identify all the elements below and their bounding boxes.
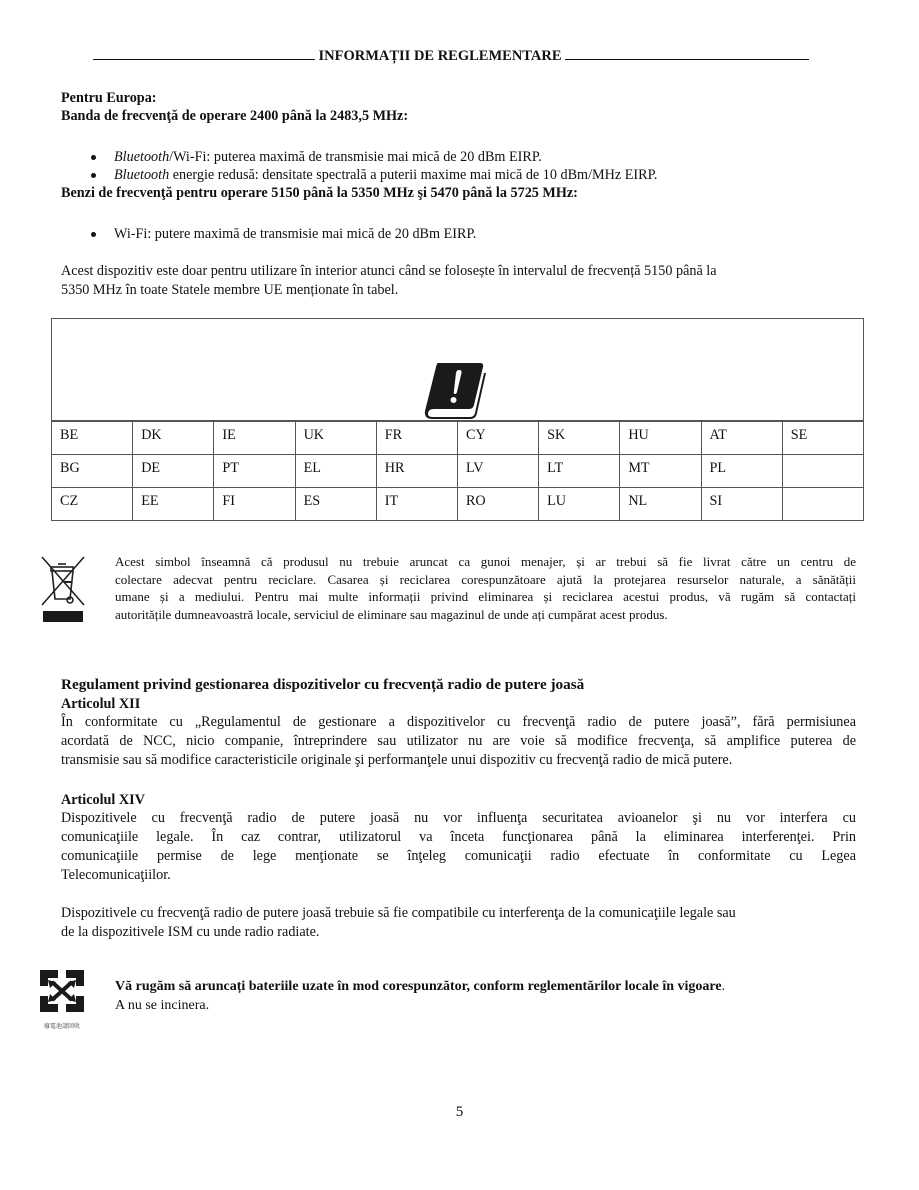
battery-line2: A nu se incinera. <box>115 998 210 1013</box>
article14-body <box>61 809 856 884</box>
country-cell: RO <box>457 488 538 521</box>
country-cell: HR <box>376 455 457 488</box>
header-rule-right <box>565 47 809 60</box>
battery-notice <box>115 978 725 996</box>
band2-heading: Benzi de frecvenţă pentru operare 5150 până la 5350 MHz şi 5470 până la 5725 MHz: <box>61 185 578 201</box>
weee-line: colectare adecvat pentru reciclare. Casarea și reciclarea corespunzătoare ajută la protejarea resurselor naturale, a sănătății <box>115 571 856 587</box>
crossed-out-bin-icon <box>40 555 86 625</box>
bluetooth-term: Bluetooth <box>114 167 170 183</box>
country-cell: SK <box>539 421 620 455</box>
country-cell: SI <box>701 488 782 521</box>
country-cell: CZ <box>52 488 133 521</box>
country-cell: IE <box>214 421 295 455</box>
compat-line: de la dispozitivele ISM cu unde radio radiate. <box>61 924 320 940</box>
compat-line: Dispozitivele cu frecvenţă radio de putere joasă trebuie să fie compatibile cu interferenţa de la comunicaţiile legale sau <box>61 905 736 921</box>
battery-icon-caption: 廢電池請回收 <box>43 1023 80 1030</box>
band1-list <box>61 148 657 184</box>
indoor-note-line1: Acest dispozitiv este doar pentru utilizare în interior atunci când se folosește în intervalul de frecvență 5150 până la <box>61 263 717 279</box>
band1-heading: Banda de frecvenţă de operare 2400 până la 2483,5 MHz: <box>61 108 409 124</box>
battery-bold-line: Vă rugăm să aruncați bateriile uzate în mod corespunzător, conform reglementărilor locale în vigoare <box>115 979 722 994</box>
country-cell <box>782 488 863 521</box>
list-item <box>61 166 657 184</box>
article12-line: În conformitate cu „Regulamentul de gestionare a dispozitivelor cu frecvenţă radio de putere joasă”, fără permisiunea <box>61 714 856 730</box>
country-cell: ES <box>295 488 376 521</box>
weee-line: umane și a mediului. Pentru mai multe informații privind eliminarea și reciclarea acestui produs, vă rugăm să contactați <box>115 589 856 604</box>
country-cell: HU <box>620 421 701 455</box>
country-cell: LV <box>457 455 538 488</box>
country-cell: IT <box>376 488 457 521</box>
header-rule-left <box>93 47 315 60</box>
band2-list <box>61 225 476 243</box>
country-cell: NL <box>620 488 701 521</box>
country-cell: AT <box>701 421 782 455</box>
page-header <box>61 47 841 65</box>
table-row <box>52 455 864 488</box>
list-item-text: Wi-Fi: putere maximă de transmisie mai mică de 20 dBm EIRP. <box>114 226 477 242</box>
country-cell: SE <box>782 421 863 455</box>
country-cell: EL <box>295 455 376 488</box>
country-cell: DK <box>133 421 214 455</box>
page-title: INFORMAȚII DE REGLEMENTARE <box>318 48 562 64</box>
battery-recycling-mark <box>36 966 88 1030</box>
weee-notice <box>115 553 856 623</box>
restriction-warning-book-icon <box>424 361 490 419</box>
article12-line: acordată de NCC, nicio companie, întreprindere sau utilizator nu are voie să modifice frecvenţa, să amplifice puterea de <box>61 733 856 749</box>
indoor-note-line2: 5350 MHz în toate Statele membre UE menționate în tabel. <box>61 282 399 298</box>
article14-line: Telecomunicaţiilor. <box>61 867 171 883</box>
list-item <box>61 148 657 166</box>
battery-bold-line-end: . <box>721 979 726 994</box>
list-item-text: energie redusă: densitate spectrală a puterii maxime mai mică de 10 dBm/MHz EIRP. <box>169 167 658 183</box>
country-restriction-table <box>51 318 864 521</box>
bluetooth-term: Bluetooth <box>114 149 170 165</box>
country-cell: DE <box>133 455 214 488</box>
country-cell: CY <box>457 421 538 455</box>
table-row <box>52 421 864 455</box>
country-cell: UK <box>295 421 376 455</box>
ncc-heading: Regulament privind gestionarea dispozitivelor cu frecvență radio de putere joasă <box>61 676 585 693</box>
country-cell: BG <box>52 455 133 488</box>
country-cell: LT <box>539 455 620 488</box>
table-icon-cell <box>52 319 864 422</box>
country-cell: FI <box>214 488 295 521</box>
article14-line: Dispozitivele cu frecvenţă radio de putere joasă nu vor influenţa securitatea avioanelor şi nu vor interfera cu <box>61 810 856 826</box>
country-cell: LU <box>539 488 620 521</box>
country-cell: FR <box>376 421 457 455</box>
country-cell <box>782 455 863 488</box>
compatibility-note <box>61 904 856 941</box>
country-cell: EE <box>133 488 214 521</box>
article12-title: Articolul XII <box>61 696 141 712</box>
country-cell: MT <box>620 455 701 488</box>
country-cell: PL <box>701 455 782 488</box>
article14-title: Articolul XIV <box>61 792 145 808</box>
article12-line: transmisie sau să modifice caracteristicile originale şi performanţele unui dispozitiv cu frecvenţă radio de mică putere. <box>61 752 733 768</box>
table-row <box>52 488 864 521</box>
list-item-text: /Wi-Fi: puterea maximă de transmisie mai mică de 20 dBm EIRP. <box>169 149 542 165</box>
article14-line: comunicaţiile permise de lege menţionate se înţeleg comunicaţii radio efectuate în conformitate cu Legea <box>61 848 856 864</box>
country-cell: PT <box>214 455 295 488</box>
taiwan-battery-recycling-icon <box>36 966 88 1016</box>
list-item <box>61 225 476 243</box>
weee-line: autoritățile dumneavoastră locale, serviciul de eliminare sau magazinul de unde ați cumpărat acest produs. <box>115 606 668 622</box>
article14-line: comunicaţiile legale. În caz contrar, utilizatorul va înceta funcţionarea până la eliminarea interferenţei. Prin <box>61 829 856 845</box>
page-number: 5 <box>455 1104 464 1120</box>
article12-body <box>61 713 856 769</box>
weee-line: Acest simbol înseamnă că produsul nu trebuie aruncat ca gunoi menajer, și ar trebui să fie livrat către un centru de <box>115 554 856 569</box>
europe-heading: Pentru Europa: <box>61 90 157 106</box>
country-cell: BE <box>52 421 133 455</box>
